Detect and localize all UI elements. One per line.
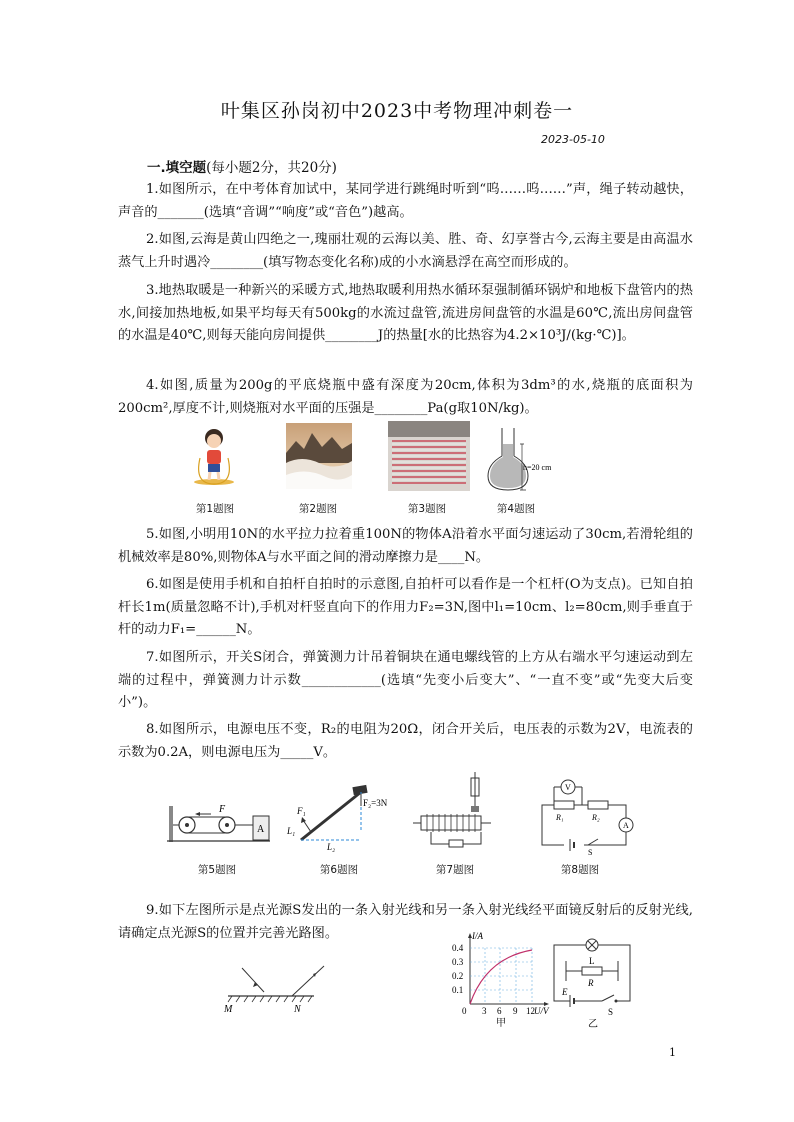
figure-5-force-label: F bbox=[219, 804, 226, 815]
question-7: 7.如图所示，开关S闭合，弹簧测力计吊着铜块在通电螺线管的上方从右端水平匀速运动到左端的过程中，弹簧测力计示数____________(选填“先变小后变大”、“一直不变”或“先变大后变小”)。 bbox=[118, 650, 693, 710]
circuit-switch-label: S bbox=[608, 1007, 614, 1017]
graph-ytick-2: 0.3 bbox=[452, 957, 464, 967]
question-8: 8.如图所示，电源电压不变，R₂的电阻为20Ω，闭合开关后，电压表的示数为2V，电流表的示数为0.2A，则电源电压为_____V。 bbox=[118, 722, 693, 760]
figure-4-depth-label: h=20 cm bbox=[523, 463, 552, 472]
graph-xtick-1: 3 bbox=[482, 1006, 487, 1016]
figure-2-caption: 第2题图 bbox=[298, 503, 338, 515]
graph-xtick-4: 12 bbox=[526, 1006, 535, 1016]
page-number: 1 bbox=[669, 1046, 676, 1059]
figure-8-voltmeter-label: V bbox=[565, 783, 571, 792]
figure-iu-graph bbox=[448, 928, 553, 1028]
figure-3-caption: 第3题图 bbox=[407, 503, 447, 515]
figure-1-jump-rope bbox=[190, 424, 238, 486]
figure-8-caption: 第8题图 bbox=[560, 864, 600, 876]
figure-8-r1-label: R₁ bbox=[556, 813, 564, 822]
figure-lamp-circuit bbox=[548, 933, 638, 1031]
section-heading bbox=[147, 156, 337, 176]
figure-8-circuit bbox=[534, 775, 634, 855]
graph-xtick-0: 0 bbox=[462, 1006, 467, 1016]
graph-ytick-3: 0.2 bbox=[452, 971, 464, 981]
figure-7-caption: 第7题图 bbox=[435, 864, 475, 876]
question-9: 9.如下左图所示是点光源S发出的一条入射光线和另一条入射光线经平面镜反射后的反射光线,请确定点光源S的位置并完善光路图。 bbox=[118, 903, 693, 941]
figure-8-r2-label: R₂ bbox=[592, 813, 600, 822]
figure-6-f2-label: F₂=3N bbox=[363, 798, 388, 808]
figure-2-cloud-sea bbox=[286, 423, 352, 489]
figure-7-solenoid bbox=[411, 770, 501, 852]
figure-4-caption: 第4题图 bbox=[496, 503, 536, 515]
figure-6-l2-label: L₂ bbox=[327, 842, 336, 852]
figure-6-selfie-stick bbox=[283, 782, 388, 852]
mirror-point-n: N bbox=[294, 1004, 301, 1015]
question-6: 6.如图是使用手机和自拍杆自拍时的示意图,自拍杆可以看作是一个杠杆(O为支点)。已知自拍杆长1m(质量忽略不计),手机对杆竖直向下的作用力F₂=3N,图中l₁=10cm、l₂=80cm,则手垂直于杆的动力F₁=______N。 bbox=[118, 577, 693, 637]
figure-5-pulley bbox=[167, 800, 270, 846]
circuit-resistor-label: R bbox=[588, 978, 594, 988]
graph-xtick-2: 6 bbox=[497, 1006, 502, 1016]
mirror-point-m: M bbox=[224, 1004, 233, 1015]
question-3: 3.地热取暖是一种新兴的采暖方式,地热取暖利用热水循环泵强制循环锅炉和地板下盘管内的热水,间接加热地板,如果平均每天有500kg的水流过盘管,流进房间盘管的水温是60℃,流出房间盘管的水温是40℃,则每天能向房间提供________J的热量[水的比热容为4.2×10³J/(kg·℃)]。 bbox=[118, 283, 693, 343]
figure-5-block-label: A bbox=[257, 824, 265, 835]
question-4: 4.如图,质量为200g的平底烧瓶中盛有深度为20cm,体积为3dm³的水,烧瓶的底面积为200cm²,厚度不计,则烧瓶对水平面的压强是________Pa(g取10N/kg)。 bbox=[118, 378, 693, 416]
graph-ytick-1: 0.4 bbox=[452, 943, 464, 953]
figure-5-caption: 第5题图 bbox=[197, 864, 237, 876]
figure-6-f1-label: F₁ bbox=[297, 806, 306, 816]
section-note: (每小题2分，共20分) bbox=[206, 160, 337, 176]
figure-3-floor-heating bbox=[388, 421, 470, 491]
section-name: 一.填空题 bbox=[147, 160, 207, 176]
question-1: 1.如图所示，在中考体育加试中，某同学进行跳绳时听到“呜……呜……”声，绳子转动越快，声音的_______(选填“音调”“响度”或“音色”)越高。 bbox=[118, 182, 693, 220]
figure-9-mirror bbox=[220, 958, 330, 1016]
figure-6-l1-label: L₁ bbox=[287, 826, 296, 836]
graph-ylabel: I/A bbox=[472, 931, 483, 941]
question-5: 5.如图,小明用10N的水平拉力拉着重100N的物体A沿着水平面匀速运动了30cm,若滑轮组的机械效率是80%,则物体A与水平面之间的滑动摩擦力是____N。 bbox=[118, 527, 693, 565]
graph-xlabel: U/V bbox=[534, 1006, 549, 1016]
figure-1-caption: 第1题图 bbox=[195, 503, 235, 515]
circuit-battery-label: E bbox=[562, 987, 568, 997]
circuit-name: 乙 bbox=[588, 1019, 598, 1030]
figure-6-caption: 第6题图 bbox=[319, 864, 359, 876]
graph-name: 甲 bbox=[496, 1018, 506, 1029]
figure-8-ammeter-label: A bbox=[623, 821, 629, 830]
figure-8-switch-label: S bbox=[588, 848, 593, 857]
figure-4-flask bbox=[480, 426, 552, 492]
question-2: 2.如图,云海是黄山四绝之一,瑰丽壮观的云海以美、胜、奇、幻享誉古今,云海主要是由高温水蒸气上升时遇冷________(填写物态变化名称)成的小水滴悬浮在高空而形成的。 bbox=[118, 232, 693, 270]
circuit-lamp-label: L bbox=[589, 956, 595, 966]
graph-ytick-4: 0.1 bbox=[452, 985, 464, 995]
page-title: 叶集区孙岗初中2023中考物理冲刺卷一 bbox=[220, 100, 574, 122]
exam-date: 2023-05-10 bbox=[541, 133, 605, 146]
graph-xtick-3: 9 bbox=[513, 1006, 518, 1016]
